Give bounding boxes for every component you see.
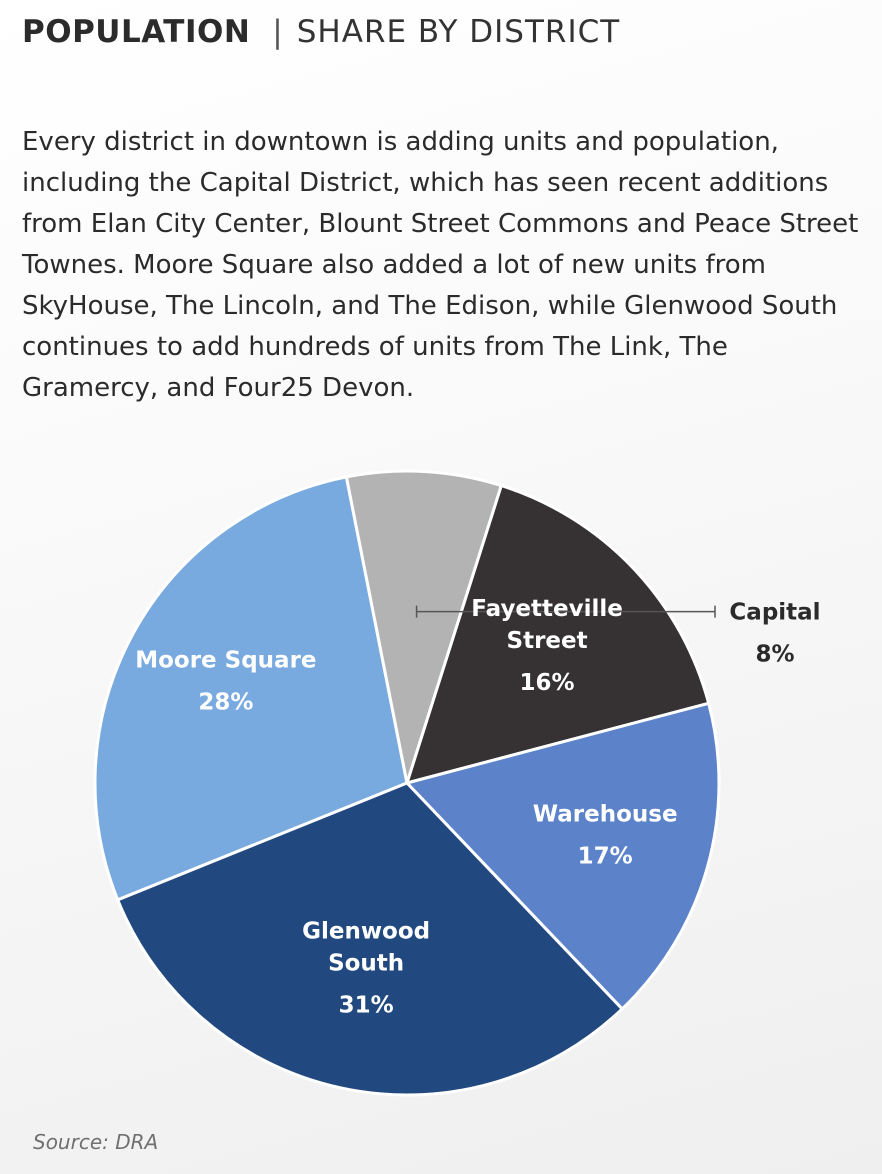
- slice-value-capital: 8%: [755, 641, 795, 668]
- slice-label-fayetteville-street: Street: [506, 628, 588, 655]
- slice-label-glenwood-south: Glenwood: [302, 918, 431, 945]
- slice-label-moore-square: Moore Square: [135, 647, 317, 674]
- slice-value-fayetteville-street: 16%: [519, 670, 575, 697]
- slice-label-warehouse: Warehouse: [532, 801, 678, 828]
- slice-value-warehouse: 17%: [577, 843, 633, 870]
- slice-label-capital: Capital: [729, 599, 821, 626]
- chart-title: POPULATION: [22, 14, 251, 50]
- slice-label-glenwood-south: South: [328, 950, 405, 977]
- source-note: Source: DRA: [33, 1130, 159, 1154]
- slice-value-glenwood-south: 31%: [338, 992, 394, 1019]
- description-text: Every district in downtown is adding units and population, including the Capital District, which has seen recent additions from Elan City Center, Blount Street Commons and Peace Street Townes. Moore Square also added a lot of new units from SkyHouse, The Lincoln, and The Edison, while Glenwood South continues to add hundreds of units from The Link, The Gramercy, and Four25 Devon.: [22, 127, 859, 403]
- slice-label-fayetteville-street: Fayetteville: [471, 596, 623, 623]
- chart-subtitle: SHARE BY DISTRICT: [296, 14, 621, 50]
- title-divider: |: [272, 14, 283, 50]
- slice-value-moore-square: 28%: [198, 689, 254, 716]
